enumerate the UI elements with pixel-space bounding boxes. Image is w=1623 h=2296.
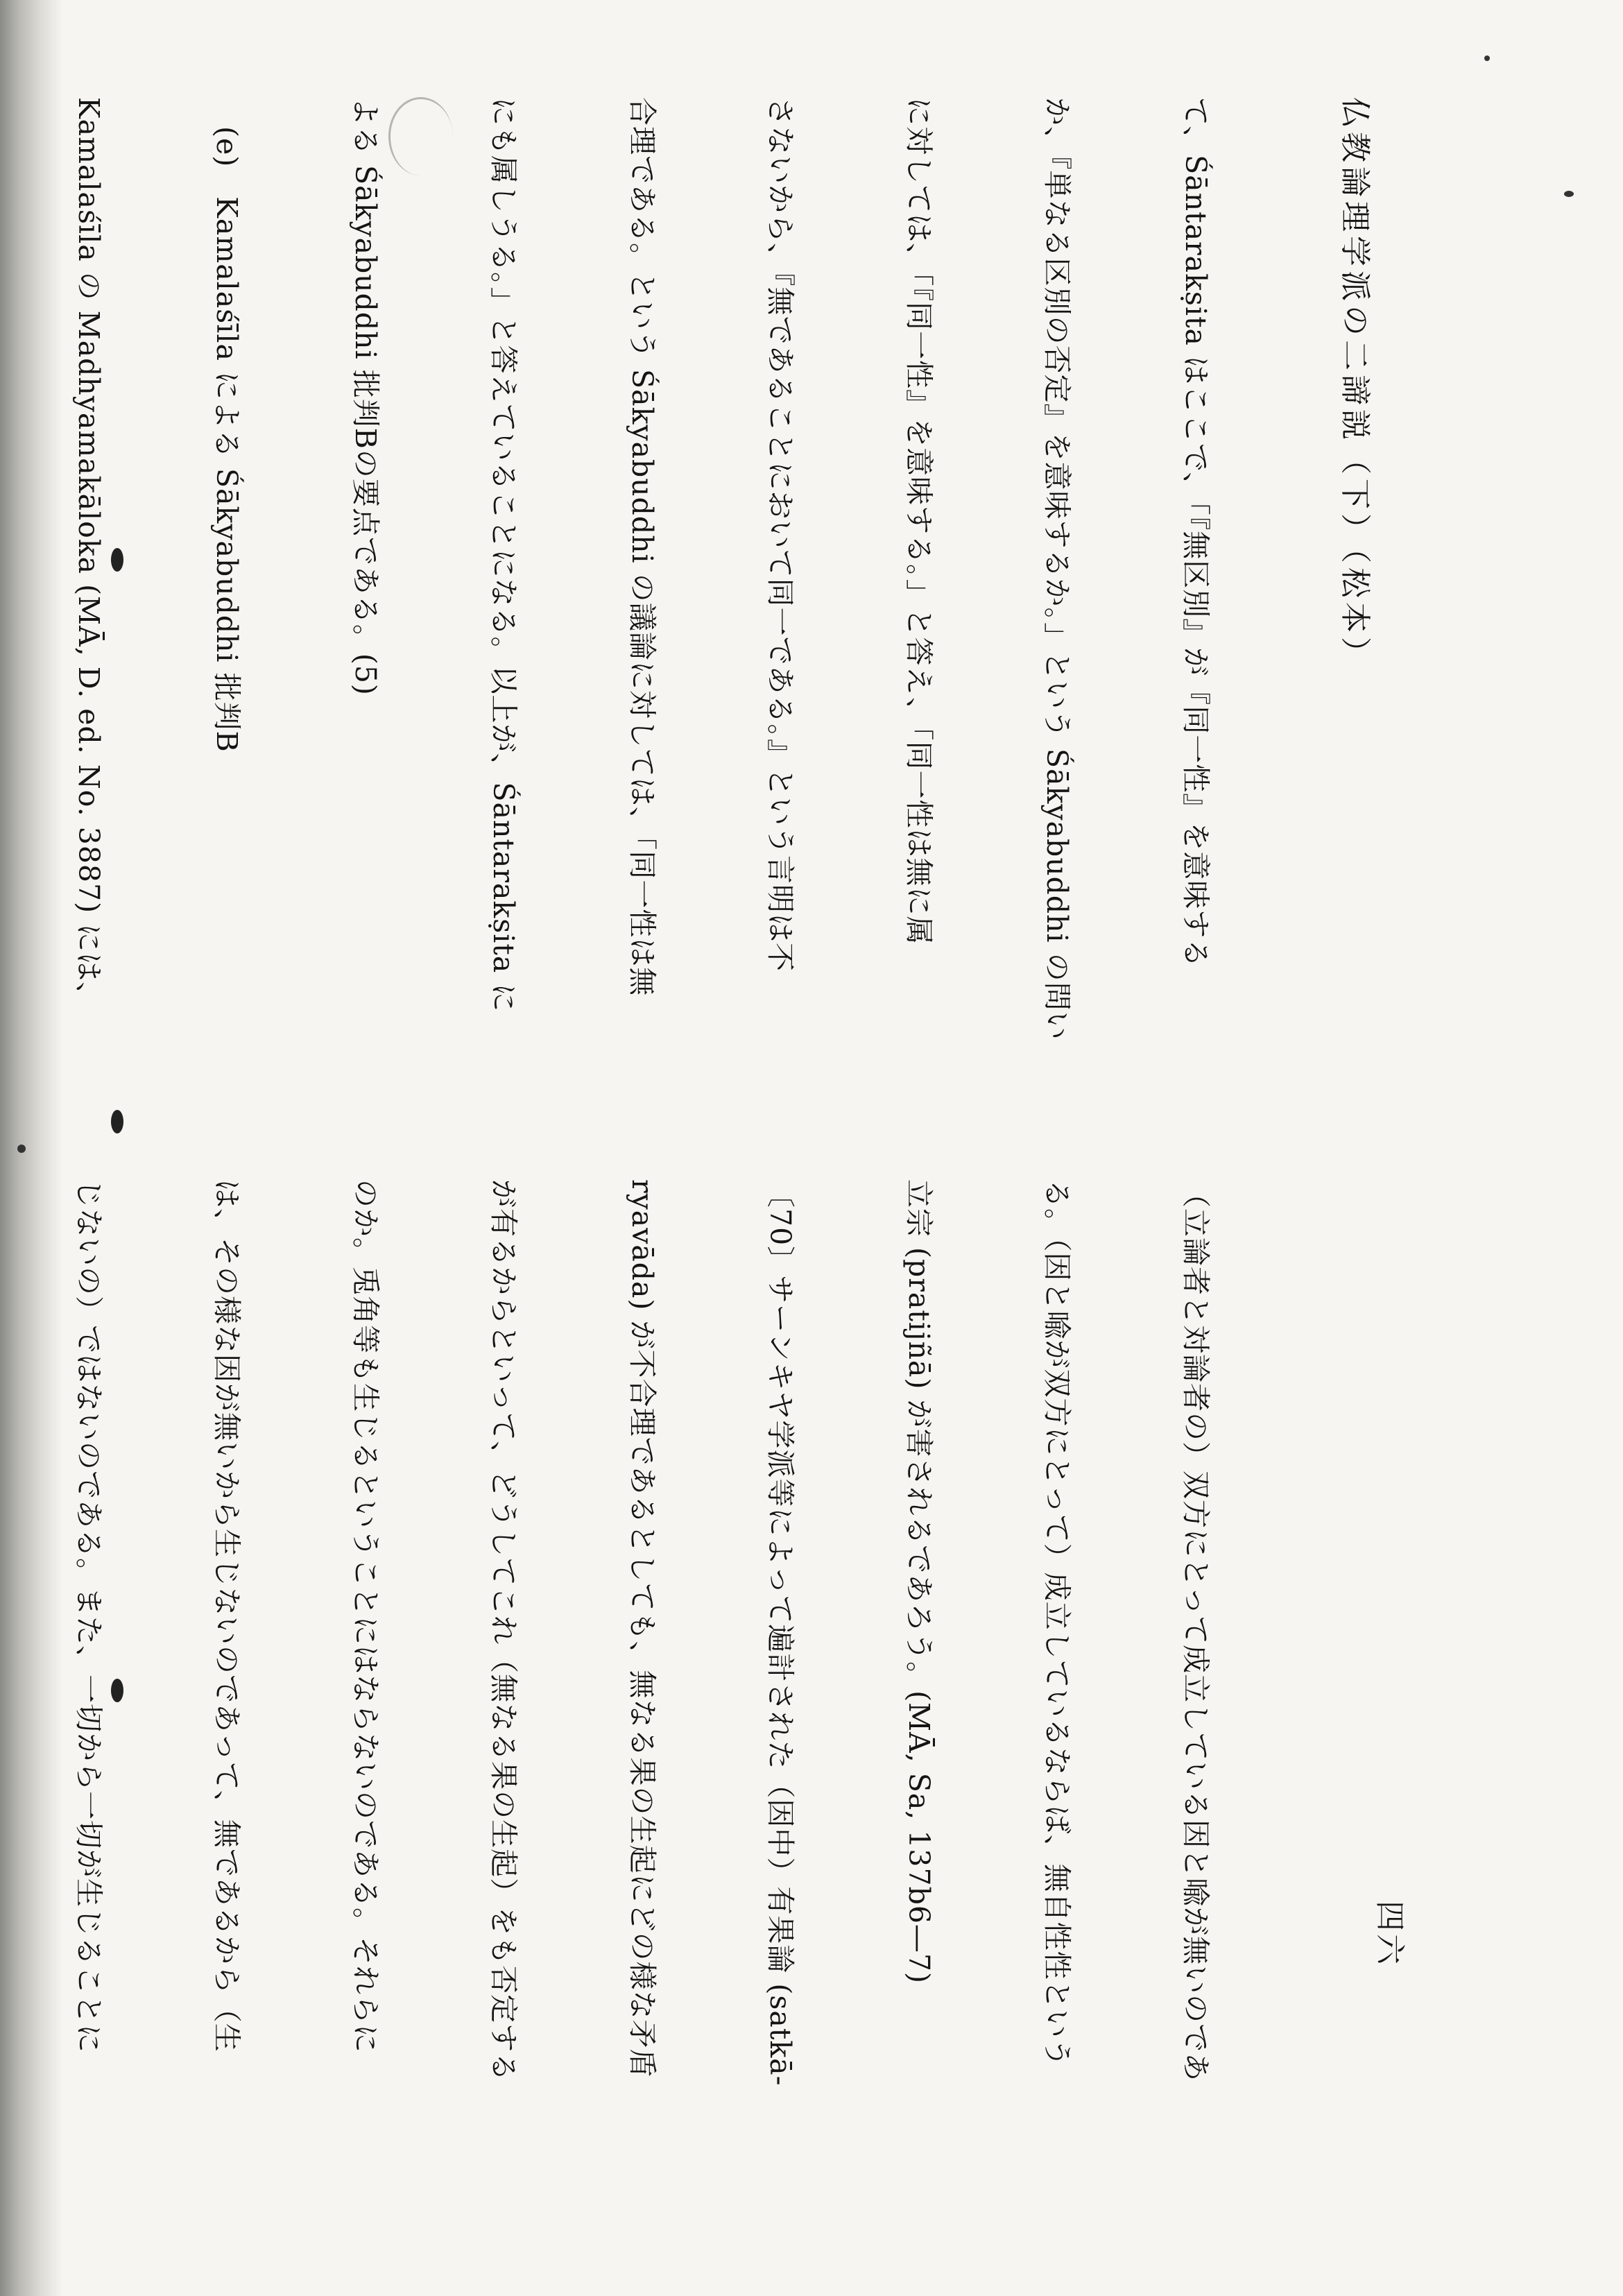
text-line: か、『単なる区別の否定』を意味するか。」という Śākyabuddhi の問い bbox=[1040, 97, 1074, 1040]
text-column-right bbox=[0, 1179, 1311, 2150]
quotation-line: 〔70〕サーンキヤ学派等によって遍計された（因中）有果論 (satkā- bbox=[764, 1179, 798, 2087]
text-line: にも属しうる。」と答えていることになる。以上が、Śāntarakṣita に bbox=[487, 97, 521, 1013]
page-number: 四六 bbox=[1372, 1901, 1407, 1967]
quotation-line: じないの）ではないのである。また、一切から一切が生じることに bbox=[72, 1179, 105, 2053]
quotation-line: ryavāda) が不合理であるとしても、無なる果の生起にどの様な矛盾 bbox=[626, 1179, 659, 2078]
section-heading: (e) Kamalaśīla による Śākyabuddhi 批判B bbox=[210, 97, 244, 753]
quotation-line: が有るからといって、どうしてこれ（無なる果の生起）をも否定する bbox=[487, 1179, 521, 2082]
quotation-line: 立宗 (pratijñā) が害されるであろう。(MĀ, Sa, 137b6—7) bbox=[902, 1179, 936, 1985]
text-column-left bbox=[0, 97, 1311, 1068]
text-line: さないから、『無であることにおいて同一である。』という言明は不 bbox=[764, 97, 798, 972]
quotation-line: は、その様な因が無いから生じないのであって、無であるから（生 bbox=[210, 1179, 244, 2053]
text-line: 合理である。という Śākyabuddhi の議論に対しては、「同一性は無 bbox=[626, 97, 659, 997]
rotated-text-block bbox=[72, 97, 1407, 2178]
binding-hole-mark bbox=[17, 1145, 26, 1153]
stray-mark bbox=[1484, 55, 1490, 61]
text-line: て、Śāntarakṣita はここで、「『無区別』が『同一性』を意味する bbox=[1179, 97, 1212, 968]
quotation-line: （立論者と対論者の）双方にとって成立している因と喩が無いのであ bbox=[1179, 1179, 1212, 2082]
binding-hole-mark bbox=[111, 1110, 123, 1133]
quotation-line: る。（因と喩が双方にとって）成立しているならば、無自性性という bbox=[1040, 1179, 1074, 2068]
quotation-line: のか。兎角等も生じるということにはならないのである。それらに bbox=[349, 1179, 382, 2053]
running-title: 仏教論理学派の二諦説（下）（松本） bbox=[1337, 97, 1373, 671]
text-line: よる Śākyabuddhi 批判Bの要点である。(5) bbox=[349, 97, 382, 696]
text-line: に対しては、「『同一性』を意味する。」と答え、「同一性は無に属 bbox=[902, 97, 936, 945]
stray-mark bbox=[1564, 191, 1574, 197]
text-line: Kamalaśīla の Madhyamakāloka (MĀ, D. ed. No. 3887) には、 bbox=[72, 97, 105, 1011]
